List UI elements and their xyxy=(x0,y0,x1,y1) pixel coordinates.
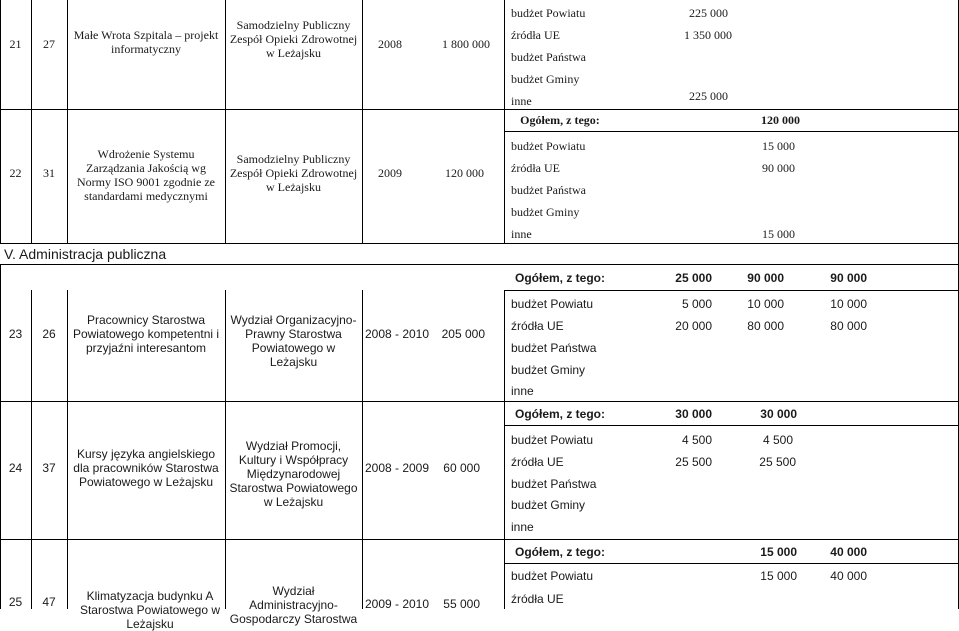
row21-nr: 27 xyxy=(43,37,55,51)
section-title: V. Administracja publiczna xyxy=(4,246,167,262)
row24-gminy-label: budżet Gminy xyxy=(511,498,586,512)
row23-gminy-label: budżet Gminy xyxy=(511,363,586,377)
row25-ue-label: źródła UE xyxy=(511,592,564,606)
row25-years: 2009 - 2010 xyxy=(364,597,430,611)
row25-powiat-label: budżet Powiatu xyxy=(511,569,594,583)
row22-years: 2009 xyxy=(378,166,402,180)
row23-lp: 23 xyxy=(8,327,23,341)
row23-ue-value-3: 80 000 xyxy=(830,319,867,333)
row23-inne-label: inne xyxy=(511,384,534,398)
row24-powiat-label: budżet Powiatu xyxy=(511,433,594,447)
row24-name: Kursy języka angielskiego dla pracowników Starostwa Powiatowego w Leżajsku xyxy=(73,447,219,489)
row24-ogolem-label: Ogółem, z tego: xyxy=(515,407,605,421)
row25-powiat-value-1: 15 000 xyxy=(760,569,797,583)
row23-ogolem-label: Ogółem, z tego: xyxy=(515,271,605,285)
row22-unit: Samodzielny Publiczny Zespół Opieki Zdrowotnej w Leżajsku xyxy=(229,152,358,194)
row22-ue-label: źródła UE xyxy=(511,161,560,175)
row24-unit: Wydział Promocji, Kultury i Współpracy Międzynarodowej Starostwa Powiatowego w Leżajsku xyxy=(229,439,358,509)
row21-lp: 21 xyxy=(9,37,22,51)
row21-inne-value: 225 000 xyxy=(689,89,728,103)
row23-ue-value-1: 20 000 xyxy=(675,319,712,333)
row22-ogolem-value: 120 000 xyxy=(761,113,800,127)
row24-ogolem-value-2: 30 000 xyxy=(760,407,797,421)
row24-ue-label: źródła UE xyxy=(511,455,564,469)
row23-ue-value-2: 80 000 xyxy=(747,319,784,333)
row21-years: 2008 xyxy=(378,37,402,51)
row23-ogolem-value-2: 90 000 xyxy=(747,271,784,285)
row23-years: 2008 - 2010 xyxy=(364,327,430,341)
row21-inne-label: inne xyxy=(511,94,532,108)
row24-ue-value-2: 25 500 xyxy=(759,455,796,469)
row25-lp: 25 xyxy=(8,595,23,609)
row24-powiat-value-2: 4 500 xyxy=(762,433,793,447)
row21-name: Małe Wrota Szpitala – projekt informatyczny xyxy=(73,28,219,56)
row24-ue-value-1: 25 500 xyxy=(675,455,712,469)
row25-nr: 47 xyxy=(42,595,56,609)
row25-cost: 55 000 xyxy=(443,597,480,611)
row21-powiat-value: 225 000 xyxy=(689,6,728,20)
row24-ogolem-value-1: 30 000 xyxy=(675,407,712,421)
row22-inne-label: inne xyxy=(511,227,532,241)
row23-ue-label: źródła UE xyxy=(511,319,564,333)
row25-name: Klimatyzacja budynku A Starostwa Powiatowego w Leżajsku xyxy=(79,589,221,631)
row24-nr: 37 xyxy=(42,461,56,475)
row24-panstwo-label: budżet Państwa xyxy=(511,477,597,491)
row25-unit: Wydział Administracyjno-Gospodarczy Starostwa xyxy=(229,584,358,626)
row25-ogolem-value-1: 15 000 xyxy=(760,545,797,559)
row25-ogolem-label: Ogółem, z tego: xyxy=(515,545,605,559)
row23-ogolem-value-3: 90 000 xyxy=(830,271,867,285)
row21-panstwo-label: budżet Państwa xyxy=(511,50,586,64)
row21-ue-label: źródła UE xyxy=(511,28,560,42)
row21-cost: 1 800 000 xyxy=(442,37,490,51)
row23-nr: 26 xyxy=(42,327,56,341)
row23-powiat-value-3: 10 000 xyxy=(830,297,867,311)
row23-powiat-label: budżet Powiatu xyxy=(511,297,594,311)
row22-gminy-label: budżet Gminy xyxy=(511,205,580,219)
row21-gminy-label: budżet Gminy xyxy=(511,72,580,86)
row22-nr: 31 xyxy=(43,166,55,180)
row23-ogolem-value-1: 25 000 xyxy=(675,271,712,285)
row25-powiat-value-2: 40 000 xyxy=(830,569,867,583)
row23-powiat-value-2: 10 000 xyxy=(747,297,784,311)
row23-unit: Wydział Organizacyjno-Prawny Starostwa Powiatowego w Leżajsku xyxy=(230,313,357,369)
row22-name: Wdrożenie Systemu Zarządzania Jakością wg Normy ISO 9001 zgodnie ze standardami medycznymi xyxy=(77,147,215,203)
row24-powiat-value-1: 4 500 xyxy=(681,433,712,447)
row21-ue-value: 1 350 000 xyxy=(684,28,732,42)
row22-ogolem-label: Ogółem, z tego: xyxy=(520,113,600,127)
row24-years: 2008 - 2009 xyxy=(364,461,430,475)
row24-cost: 60 000 xyxy=(443,461,480,475)
row22-powiat-label: budżet Powiatu xyxy=(511,139,586,153)
row22-panstwo-label: budżet Państwa xyxy=(511,183,586,197)
row23-name: Pracownicy Starostwa Powiatowego kompetentni i przyjaźni interesantom xyxy=(72,313,220,355)
row23-powiat-value-1: 5 000 xyxy=(681,297,712,311)
row23-cost: 205 000 xyxy=(441,327,485,341)
row22-powiat-value: 15 000 xyxy=(762,139,795,153)
row22-cost: 120 000 xyxy=(445,166,484,180)
row23-panstwo-label: budżet Państwa xyxy=(511,341,597,355)
row25-ogolem-value-2: 40 000 xyxy=(830,545,867,559)
row22-ue-value: 90 000 xyxy=(762,161,795,175)
row21-unit: Samodzielny Publiczny Zespół Opieki Zdrowotnej w Leżajsku xyxy=(229,18,358,60)
row22-inne-value: 15 000 xyxy=(762,227,795,241)
row24-inne-label: inne xyxy=(511,520,534,534)
row22-lp: 22 xyxy=(9,166,22,180)
row24-lp: 24 xyxy=(8,461,23,475)
row21-powiat-label: budżet Powiatu xyxy=(511,6,586,20)
